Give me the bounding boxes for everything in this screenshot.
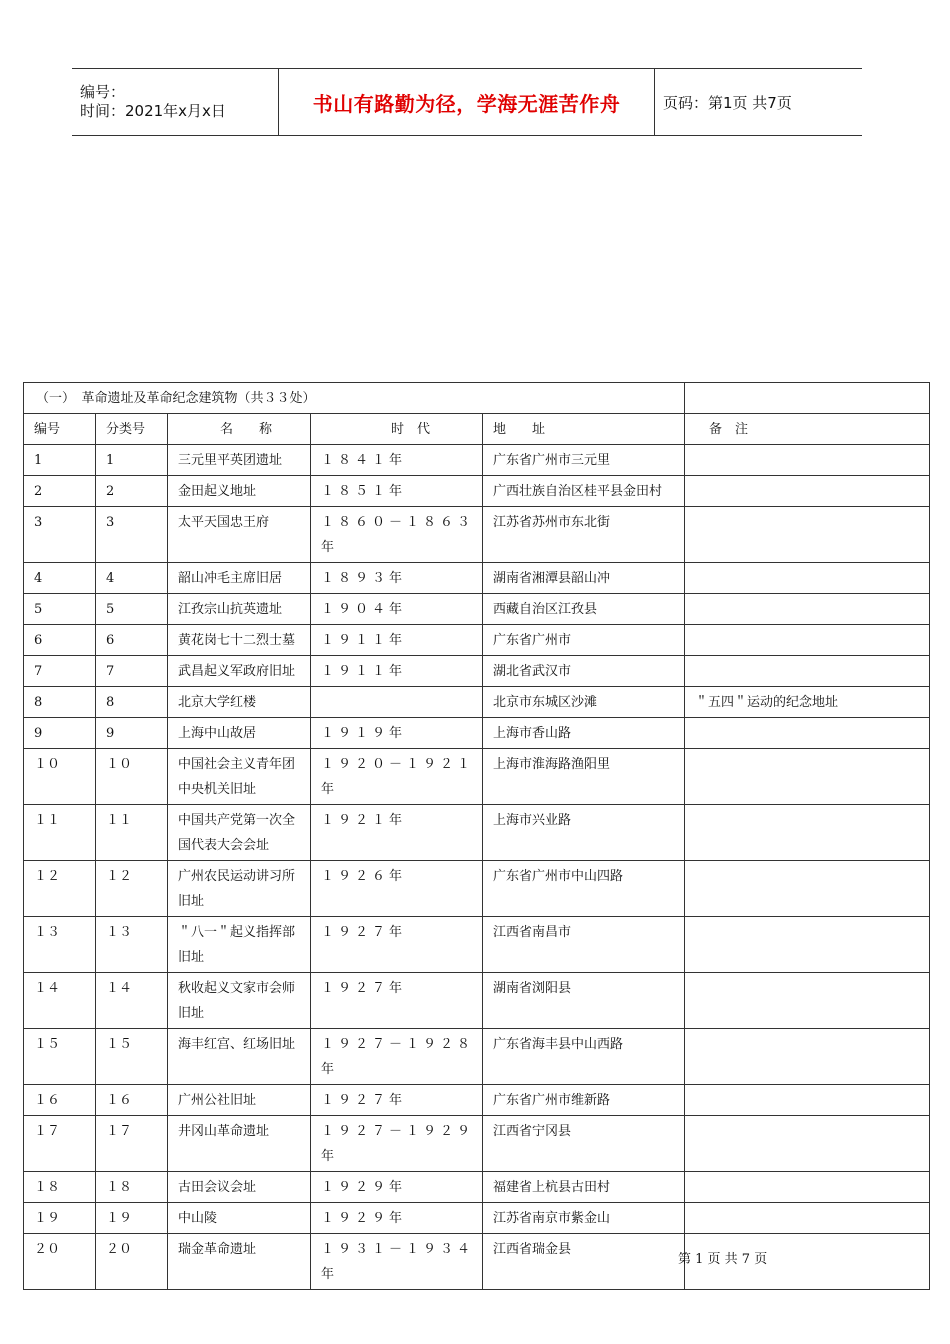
section-title: （一） 革命遗址及革命纪念建筑物（共３３处） (24, 383, 685, 414)
row-number: １７ (24, 1116, 96, 1172)
row-note (685, 656, 930, 687)
row-era: １８４１年 (311, 445, 483, 476)
row-name: 中国共产党第一次全 国代表大会会址 (168, 805, 311, 861)
header-motto-cell (279, 69, 655, 136)
row-era: １９０４年 (311, 594, 483, 625)
row-name: ＂八一＂起义指挥部旧址 (168, 917, 311, 973)
table-body (24, 383, 930, 1290)
row-category: １０ (96, 749, 168, 805)
row-era: １９１１年 (311, 625, 483, 656)
row-note (685, 805, 930, 861)
row-note (685, 1029, 930, 1085)
row-era: １８９３年 (311, 563, 483, 594)
row-note (685, 861, 930, 917)
row-category: 6 (96, 625, 168, 656)
row-address: 广东省广州市维新路 (483, 1085, 685, 1116)
row-address: 广西壮族自治区桂平县金田村 (483, 476, 685, 507)
row-category: １８ (96, 1172, 168, 1203)
row-note (685, 917, 930, 973)
header-meta (72, 69, 279, 136)
row-name: 井冈山革命遗址 (168, 1116, 311, 1172)
table-row (24, 1085, 930, 1116)
table-row (24, 476, 930, 507)
row-number: 8 (24, 687, 96, 718)
row-name: 太平天国忠王府 (168, 507, 311, 563)
table-row (24, 656, 930, 687)
row-address: 湖南省湘潭县韶山冲 (483, 563, 685, 594)
row-address: 江苏省南京市紫金山 (483, 1203, 685, 1234)
row-era: １９２９年 (311, 1172, 483, 1203)
row-category: １２ (96, 861, 168, 917)
col-header-number: 编号 (24, 414, 96, 445)
row-category: １４ (96, 973, 168, 1029)
row-name: 黄花岗七十二烈士墓 (168, 625, 311, 656)
row-era: １９２９年 (311, 1203, 483, 1234)
row-category: 4 (96, 563, 168, 594)
row-note (685, 1085, 930, 1116)
row-address: 福建省上杭县古田村 (483, 1172, 685, 1203)
row-note (685, 507, 930, 563)
row-category: １６ (96, 1085, 168, 1116)
row-name: 古田会议会址 (168, 1172, 311, 1203)
row-category: ２０ (96, 1234, 168, 1290)
row-name: 北京大学红楼 (168, 687, 311, 718)
row-note (685, 973, 930, 1029)
row-name: 武昌起义军政府旧址 (168, 656, 311, 687)
row-name: 广州农民运动讲习所旧址 (168, 861, 311, 917)
row-name: 海丰红宫、红场旧址 (168, 1029, 311, 1085)
table-row (24, 625, 930, 656)
row-name: 韶山冲毛主席旧居 (168, 563, 311, 594)
row-number: 9 (24, 718, 96, 749)
table-row (24, 1172, 930, 1203)
row-address: 广东省广州市三元里 (483, 445, 685, 476)
table-row (24, 805, 930, 861)
row-note: ＂五四＂运动的纪念地址 (685, 687, 930, 718)
row-category: １７ (96, 1116, 168, 1172)
row-number: １０ (24, 749, 96, 805)
row-number: 5 (24, 594, 96, 625)
row-era: １９２１年 (311, 805, 483, 861)
table-row (24, 973, 930, 1029)
row-era: １９２７年 (311, 917, 483, 973)
row-number: １４ (24, 973, 96, 1029)
row-era (311, 687, 483, 718)
row-era: １９２７年 (311, 973, 483, 1029)
row-address: 广东省广州市 (483, 625, 685, 656)
row-number: １３ (24, 917, 96, 973)
row-era: １９２６年 (311, 861, 483, 917)
row-address: 江西省南昌市 (483, 917, 685, 973)
table-row (24, 563, 930, 594)
row-category: 1 (96, 445, 168, 476)
row-category: １３ (96, 917, 168, 973)
row-number: １６ (24, 1085, 96, 1116)
table-row (24, 917, 930, 973)
row-era: １９１９年 (311, 718, 483, 749)
col-header-note: 备 注 (685, 414, 930, 445)
row-era: １９２０－１９２１年 (311, 749, 483, 805)
motto-text: 书山有路勤为径，学海无涯苦作舟 (312, 91, 621, 116)
row-address: 北京市东城区沙滩 (483, 687, 685, 718)
heritage-table (23, 382, 930, 1290)
row-category: 5 (96, 594, 168, 625)
row-name: 江孜宗山抗英遗址 (168, 594, 311, 625)
row-number: 3 (24, 507, 96, 563)
time-label: 时间：2021年x月x日 (80, 102, 226, 120)
row-number: １２ (24, 861, 96, 917)
row-category: 8 (96, 687, 168, 718)
row-note (685, 625, 930, 656)
section-title-row (24, 383, 930, 414)
row-category: 3 (96, 507, 168, 563)
document-header (72, 68, 862, 136)
table-row (24, 1116, 930, 1172)
row-note (685, 445, 930, 476)
row-address: 湖北省武汉市 (483, 656, 685, 687)
col-header-name: 名 称 (168, 414, 311, 445)
row-address: 广东省广州市中山四路 (483, 861, 685, 917)
row-name: 金田起义地址 (168, 476, 311, 507)
row-era: １９２７年 (311, 1085, 483, 1116)
row-era: １８５１年 (311, 476, 483, 507)
row-category: １５ (96, 1029, 168, 1085)
row-name: 瑞金革命遗址 (168, 1234, 311, 1290)
page-info: 页码：第1页 共7页 (663, 93, 792, 112)
row-address: 上海市兴业路 (483, 805, 685, 861)
row-number: ２０ (24, 1234, 96, 1290)
row-era: １９３１－１９３４年 (311, 1234, 483, 1290)
row-note (685, 594, 930, 625)
row-number: １５ (24, 1029, 96, 1085)
table-row (24, 861, 930, 917)
row-name: 上海中山故居 (168, 718, 311, 749)
table-row (24, 718, 930, 749)
table-row (24, 749, 930, 805)
row-note (685, 749, 930, 805)
row-number: 2 (24, 476, 96, 507)
row-address: 江西省瑞金县 (483, 1234, 685, 1290)
page-footer: 第 1 页 共 7 页 (678, 1252, 768, 1267)
row-name: 广州公社旧址 (168, 1085, 311, 1116)
table-row (24, 1234, 930, 1290)
row-number: 4 (24, 563, 96, 594)
row-address: 上海市淮海路渔阳里 (483, 749, 685, 805)
row-note (685, 476, 930, 507)
row-note (685, 1203, 930, 1234)
row-number: １１ (24, 805, 96, 861)
table-row (24, 1029, 930, 1085)
col-header-era: 时 代 (311, 414, 483, 445)
col-header-category: 分类号 (96, 414, 168, 445)
row-name: 中国社会主义青年团 中央机关旧址 (168, 749, 311, 805)
row-name: 三元里平英团遗址 (168, 445, 311, 476)
row-category: 2 (96, 476, 168, 507)
table-row (24, 507, 930, 563)
row-address: 西藏自治区江孜县 (483, 594, 685, 625)
row-category: 7 (96, 656, 168, 687)
row-era: １９２７－１９２９年 (311, 1116, 483, 1172)
section-title-blank (685, 383, 930, 414)
row-category: 9 (96, 718, 168, 749)
row-address: 广东省海丰县中山西路 (483, 1029, 685, 1085)
row-number: １８ (24, 1172, 96, 1203)
row-era: １９１１年 (311, 656, 483, 687)
row-address: 江西省宁冈县 (483, 1116, 685, 1172)
table-row (24, 594, 930, 625)
row-note (685, 1172, 930, 1203)
row-number: １９ (24, 1203, 96, 1234)
row-note (685, 718, 930, 749)
row-address: 江苏省苏州市东北街 (483, 507, 685, 563)
row-address: 湖南省浏阳县 (483, 973, 685, 1029)
row-era: １９２７－１９２８年 (311, 1029, 483, 1085)
number-label: 编号： (80, 83, 126, 101)
row-note (685, 563, 930, 594)
col-header-address: 地 址 (483, 414, 685, 445)
column-header-row (24, 414, 930, 445)
row-name: 中山陵 (168, 1203, 311, 1234)
row-era: １８６０－１８６３年 (311, 507, 483, 563)
table-row (24, 1203, 930, 1234)
row-note (685, 1116, 930, 1172)
row-category: １９ (96, 1203, 168, 1234)
row-number: 6 (24, 625, 96, 656)
table-row (24, 687, 930, 718)
row-name: 秋收起义文家市会师旧址 (168, 973, 311, 1029)
row-category: １１ (96, 805, 168, 861)
row-address: 上海市香山路 (483, 718, 685, 749)
row-number: 1 (24, 445, 96, 476)
table-row (24, 445, 930, 476)
row-number: 7 (24, 656, 96, 687)
